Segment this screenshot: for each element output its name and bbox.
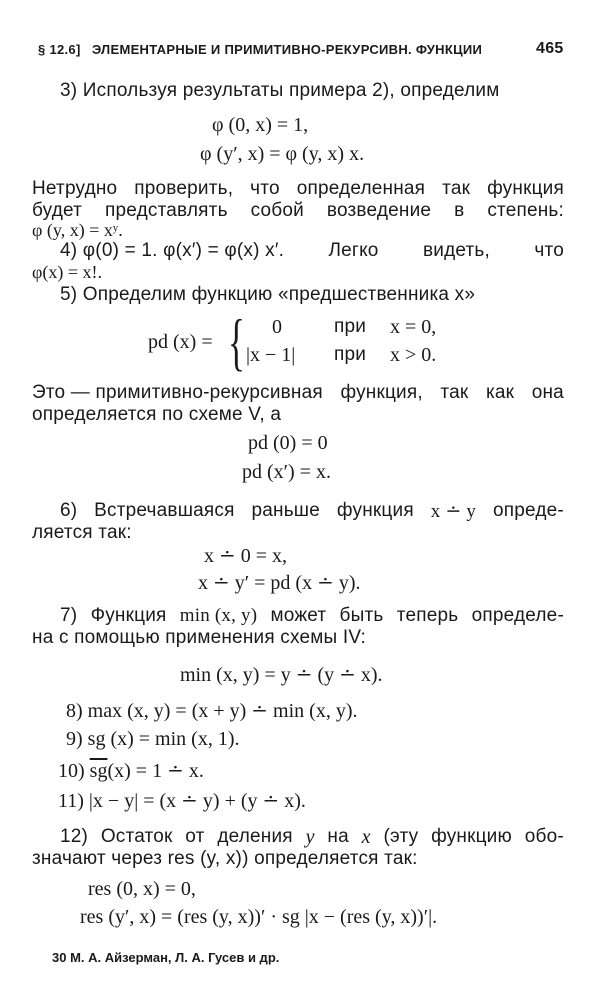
pd-case-2-word: при: [334, 344, 367, 365]
item-12-line-2: значают через res (y, x)) определяется так:: [32, 848, 418, 869]
item-3-text: 3) Используя результаты примера 2), определим: [60, 80, 500, 101]
item-3-formula-1: φ (0, x) = 1,: [212, 114, 309, 136]
item-11-abs-diff: 11) |x − y| = (x ∸ y) + (y ∸ x).: [58, 790, 306, 812]
item-9-sg: 9) sg (x) = min (x, 1).: [66, 728, 240, 750]
item-10-rest: (x) = 1 ∸ x.: [107, 760, 204, 782]
para-5-line-1: Это — примитивно-рекурсивная функция, так как она: [32, 382, 564, 403]
running-header-title: ЭЛЕМЕНТАРНЫЕ И ПРИМИТИВНО-РЕКУРСИВН. ФУНКЦИИ: [92, 42, 483, 57]
sg-bar-symbol: $\overline{sg}$: [89, 760, 108, 782]
monus-step-formula: x ∸ y′ = pd (x ∸ y).: [198, 572, 361, 594]
para-3-line-2: будет представлять собой возведение в степень:: [32, 200, 564, 221]
pd-definition-lhs: pd (x) =: [148, 331, 213, 353]
pd-case-1-condition: x = 0,: [390, 316, 437, 338]
para-3-line-1: Нетрудно проверить, что определенная так функция: [32, 178, 564, 199]
para-3-line-3: φ (y, x) = xʸ.: [32, 220, 123, 240]
pd-step-formula: pd (x′) = x.: [242, 461, 331, 483]
pd-case-2-condition: x > 0.: [390, 344, 437, 366]
item-5-text: 5) Определим функцию «предшественника x»: [60, 284, 476, 305]
pd-case-1-value: 0: [272, 316, 282, 338]
pd-base-formula: pd (0) = 0: [248, 432, 328, 454]
item-8-max: 8) max (x, y) = (x + y) ∸ min (x, y).: [66, 700, 358, 722]
monus-base-formula: x ∸ 0 = x,: [204, 545, 288, 567]
page-number: 465: [536, 40, 564, 57]
para-5-line-2: определяется по схеме V, а: [32, 404, 282, 425]
item-6-line-2: ляется так:: [32, 522, 132, 543]
pd-definition-brace: {: [228, 306, 245, 377]
item-4-line-2: φ(x) = x!.: [32, 262, 103, 282]
res-step-formula: res (y′, x) = (res (y, x))′ · sg |x − (res (y, x))′|.: [80, 906, 438, 928]
res-base-formula: res (0, x) = 0,: [88, 878, 196, 900]
item-4-line-1: 4) φ(0) = 1. φ(x′) = φ(x) x′. Легко видеть, что: [60, 240, 564, 261]
item-7-line-1: 7) Функция min (x, y) может быть теперь определе-: [60, 605, 564, 626]
item-3-formula-2: φ (y′, x) = φ (y, x) x.: [200, 143, 365, 165]
item-10-sg-bar: [58, 758, 204, 783]
running-header-section: § 12.6]: [38, 42, 81, 57]
pd-case-2-value: |x − 1|: [246, 344, 296, 366]
min-formula: min (x, y) = y ∸ (y ∸ x).: [180, 664, 383, 686]
item-10-number: 10): [58, 760, 85, 782]
pd-case-1-word: при: [334, 316, 367, 337]
footer-signature: 30 М. А. Айзерман, Л. А. Гусев и др.: [52, 950, 280, 965]
item-7-line-2: на с помощью применения схемы IV:: [32, 627, 366, 648]
item-6-line-1: 6) Встречавшаяся раньше функция x ∸ y опреде-: [60, 500, 564, 522]
item-12-line-1: 12) Остаток от деления y на x (эту функцию обо-: [60, 826, 564, 848]
